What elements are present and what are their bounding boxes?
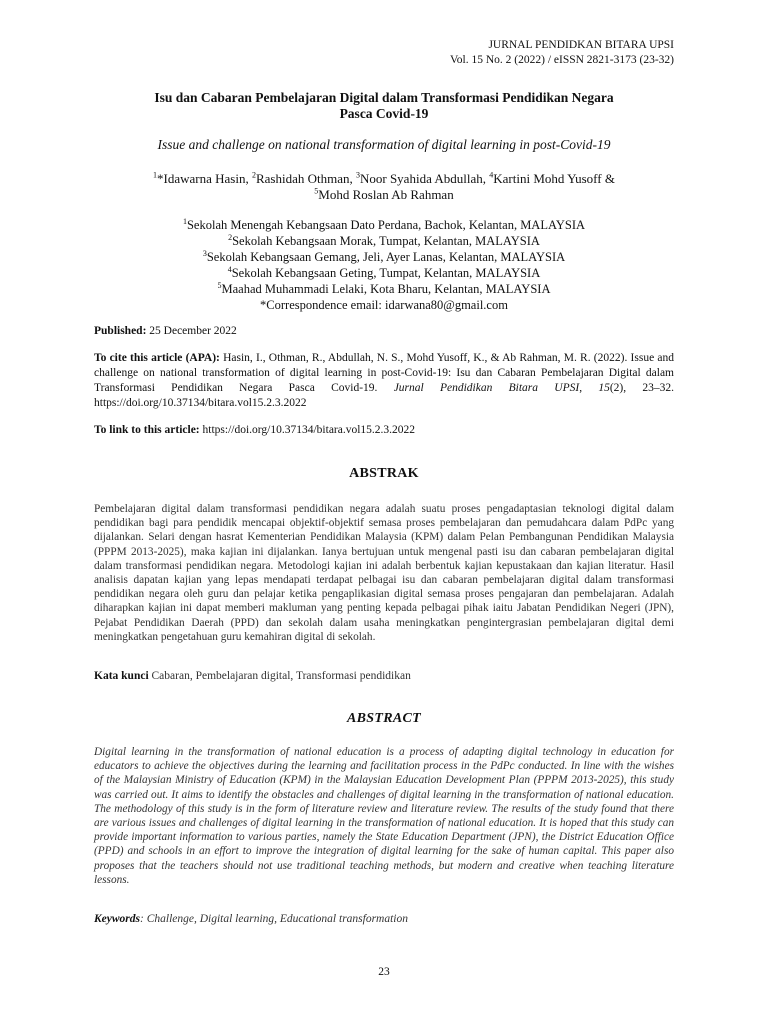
citation-block	[94, 351, 674, 411]
affiliation-text: Sekolah Kebangsaan Morak, Tumpat, Kelantan, MALAYSIA	[232, 234, 540, 248]
doi-link[interactable]: https://doi.org/10.37134/bitara.vol15.2.3.2022	[199, 424, 416, 436]
author-line-2	[94, 187, 674, 203]
affiliation-item	[94, 281, 674, 297]
affiliation-sup: 3	[202, 248, 207, 258]
author-name: Kartini Mohd Yusoff &	[493, 171, 615, 186]
keywords	[94, 912, 674, 927]
abstrak-heading: ABSTRAK	[349, 466, 419, 481]
cite-volume: 15	[598, 382, 610, 394]
kata-kunci-label: Kata kunci	[94, 670, 149, 682]
paper-title-ms	[94, 90, 674, 122]
author-list	[94, 171, 674, 203]
published-label: Published:	[94, 325, 147, 337]
author-sup: 1	[153, 170, 158, 180]
page-number: 23	[378, 966, 390, 978]
abstract-heading: ABSTRACT	[347, 711, 421, 726]
link-label: To link to this article:	[94, 424, 200, 436]
affiliation-list	[94, 217, 674, 313]
affiliation-sup: 1	[182, 216, 187, 226]
keywords-text: : Challenge, Digital learning, Educational transformation	[140, 913, 409, 925]
author-line-1	[94, 171, 674, 187]
title-ms-line-2: Pasca Covid-19	[339, 106, 429, 121]
affiliation-sup: 5	[217, 280, 222, 290]
affiliation-item	[94, 233, 674, 249]
affiliation-text: Sekolah Kebangsaan Geting, Tumpat, Kelantan, MALAYSIA	[231, 266, 541, 280]
title-ms-line-1: Isu dan Cabaran Pembelajaran Digital dalam Transformasi Pendidikan Negara	[154, 90, 614, 105]
affiliation-text: Maahad Muhammadi Lelaki, Kota Bharu, Kelantan, MALAYSIA	[221, 282, 551, 296]
keywords-label: Keywords	[94, 913, 140, 925]
affiliation-item	[94, 217, 674, 233]
published-info	[94, 324, 674, 339]
author-sup: 2	[251, 170, 256, 180]
correspondence-email: *Correspondence email: idarwana80@gmail.com	[260, 298, 508, 312]
kata-kunci	[94, 669, 674, 684]
author-name: Noor Syahida Abdullah,	[359, 171, 490, 186]
author-name: Mohd Roslan Ab Rahman	[318, 187, 454, 202]
affiliation-text: Sekolah Menengah Kebangsaan Dato Perdana, Bachok, Kelantan, MALAYSIA	[186, 218, 586, 232]
author-sup: 4	[489, 170, 494, 180]
affiliation-text: Sekolah Kebangsaan Gemang, Jeli, Ayer Lanas, Kelantan, MALAYSIA	[206, 250, 566, 264]
abstrak-body: Pembelajaran digital dalam transformasi pendidikan negara adalah suatu proses pengadaptasian teknologi digital dalam pendidikan bagi para pendidik mencapai objektif-objektif semasa proses pembelajaran dan pemudahcara dalam PdPc yang dijalankan. Selari dengan hasrat Kementerian Pendidikan Malaysia (KPM) dalam Pelan Pembangunan Pendidikan Malaysia (PPPM 2013-2025), maka kajian ini dijalankan. Ianya bertujuan untuk mengenal pasti isu dan cabaran pembelajaran digital dalam transformasi pendidikan negara. Metodologi kajian ini adalah berbentuk kajian kepustakaan dan kajian literatur. Hasil analisis dapatan kajian yang lepas mendapati terdapat pelbagai isu dan cabaran pembelajaran digital dalam transformasi pendidikan negara oleh guru dan pelajar ketika pengaplikasian digital semasa proses pengajaran dan pembelajaran. Adalah diharapkan kajian ini dapat memberi makluman yang penting kepada pelbagai pihak iaitu Jabatan Pendidikan Negeri (JPN), Pejabat Pendidikan Daerah (PPD) dan sekolah dalam usaha meningkatkan pengintergrasian pembelajaran digital demi meningkatkan pengetahuan guru kemahiran digital di sekolah.	[94, 503, 674, 643]
cite-separator: ,	[579, 382, 599, 394]
article-link	[94, 423, 674, 438]
abstract-body: Digital learning in the transformation of national education is a process of adapting digital technology in education for educators to achieve the objectives during the learning and facilitation process in the PdPc conducted. In line with the wishes of the Malaysian Ministry of Education (KPM) in the Malaysian Education Development Plan (PPPM 2013-2025), this study was carried out. It aims to identify the obstacles and challenges of digital learning in the transformation of national education. The methodology of this study is in the form of literature review and literature review. The results of the study found that there are various issues and challenges of digital learning in the transformation of national education. It is hoped that this study can provide important information to various parties, namely the State Education Department (JPN), the District Education Office (PPD) and schools in an effort to improve the integration of digital learning for the sake of human capital. This paper also proposes that the teachers should not use traditional teaching methods, but modern and creative when teaching literature lessons.	[94, 746, 674, 886]
affiliation-sup: 2	[228, 232, 233, 242]
cite-text: Hasin, I., Othman, R., Abdullah, N. S., Mohd Yusoff, K., & Ab Rahman, M. R. (2022). Issue and challenge on national transformation of digital learning in post-Covid-19: Isu dan Cabaran Pembelajaran Digital dalam Transformasi Pendidikan Negara Pasca Covid-19.	[94, 352, 674, 394]
cite-pages-doi[interactable]: (2), 23–32. https://doi.org/10.37134/bitara.vol15.2.3.2022	[94, 382, 675, 409]
author-sup: 3	[355, 170, 360, 180]
journal-volume: Vol. 15 No. 2 (2022) / eISSN 2821-3173 (23-32)	[449, 54, 674, 66]
published-date: 25 December 2022	[146, 325, 237, 337]
author-name: *Idawarna Hasin,	[157, 171, 252, 186]
affiliation-item	[94, 249, 674, 265]
cite-label: To cite this article (APA):	[94, 352, 220, 364]
author-sup: 5	[314, 186, 319, 196]
affiliation-sup: 4	[227, 264, 232, 274]
paper-title-en: Issue and challenge on national transformation of digital learning in post-Covid-19	[157, 137, 611, 152]
author-name: Rashidah Othman,	[255, 171, 356, 186]
cite-journal: Jurnal Pendidikan Bitara UPSI	[393, 382, 580, 394]
journal-header	[450, 38, 674, 68]
kata-kunci-text: Cabaran, Pembelajaran digital, Transformasi pendidikan	[148, 670, 411, 682]
journal-name: JURNAL PENDIDKAN BITARA UPSI	[488, 39, 674, 51]
affiliation-item	[94, 265, 674, 281]
